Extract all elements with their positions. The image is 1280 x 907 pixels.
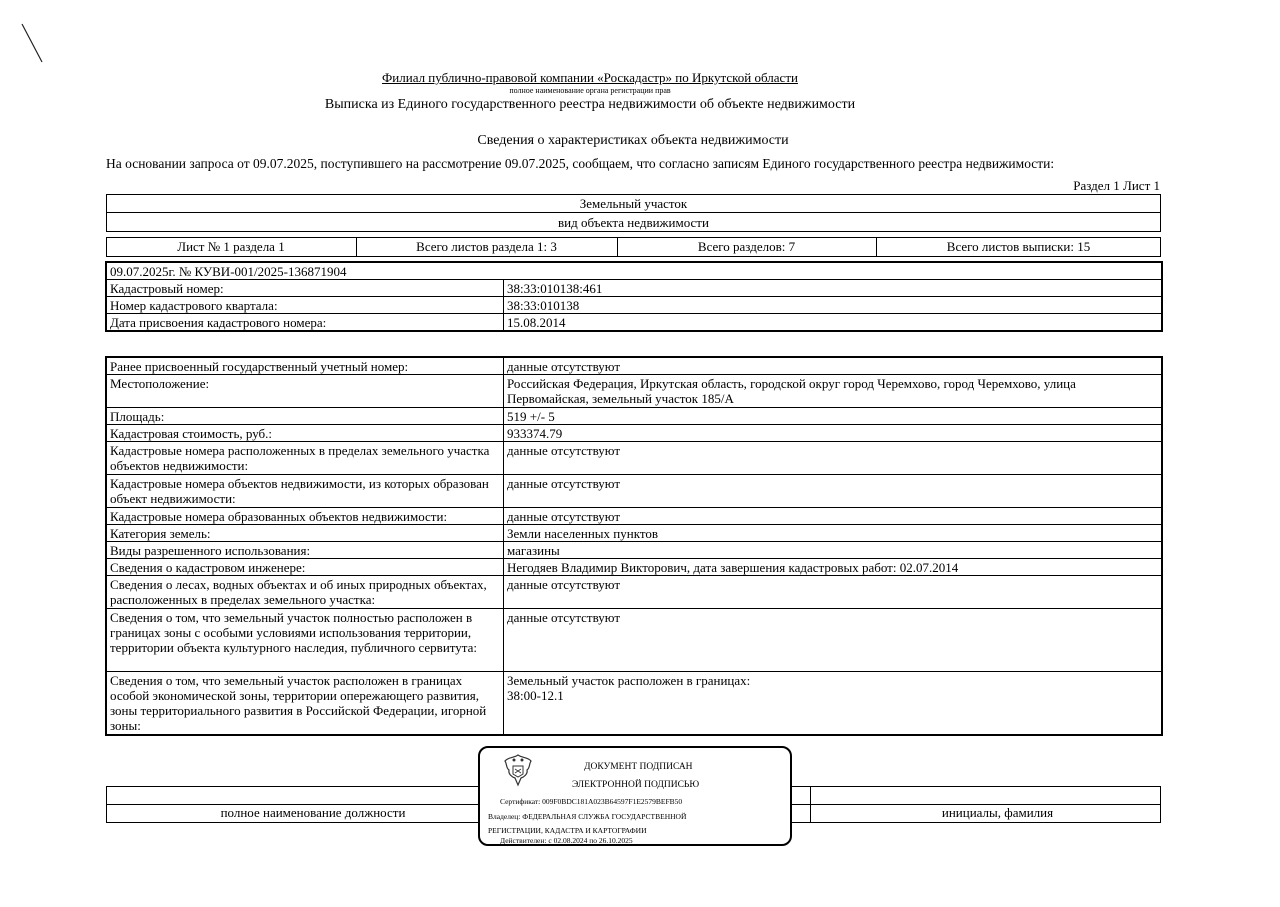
position-caption: полное наименование должности [220,805,406,820]
row-value: данные отсутствуют [504,609,1162,672]
table-row [107,280,1162,297]
table-row [107,576,1162,609]
cadastral-number: 38:33:010138:461 [504,280,1162,297]
organization-caption: полное наименование органа регистрации прав [509,86,671,95]
table-row [107,442,1162,475]
row-value: данные отсутствуют [504,508,1162,525]
stamp-validity: Действителен: с 02.08.2024 по 26.10.2025 [500,836,633,845]
table-row [107,375,1162,408]
engineer-value: Негодяев Владимир Викторович, дата завершения кадастровых работ: 02.07.2014 [504,559,1162,576]
row-value: данные отсутствуют [504,475,1162,508]
row-label: Сведения о лесах, водных объектах и об иных природных объектах, расположенных в пределах земельного участка: [107,576,504,609]
row-label: Виды разрешенного использования: [107,542,504,559]
row-label: Кадастровые номера образованных объектов недвижимости: [107,508,504,525]
table-row [107,475,1162,508]
table-row [107,508,1162,525]
row-label: Местоположение: [107,375,504,408]
table-row [107,525,1162,542]
row-value: данные отсутствуют [504,576,1162,609]
row-label: Кадастровая стоимость, руб.: [107,425,504,442]
stamp-line-1: ДОКУМЕНТ ПОДПИСАН [584,762,693,772]
name-caption: инициалы, фамилия [941,805,1054,820]
row-value: данные отсутствуют [504,442,1162,475]
row-label: Ранее присвоенный государственный учетный номер: [107,358,504,375]
coat-of-arms-icon [500,752,536,788]
area-value: 519 +/- 5 [504,408,1162,425]
cadastral-quarter: 38:33:010138 [504,297,1162,314]
document-title: Выписка из Единого государственного реестра недвижимости об объекте недвижимости [324,97,856,112]
row-label: Сведения о том, что земельный участок полностью расположен в границах зоны с особыми условиями использования территории, территории объекта культурного наследия, публичного сервитута: [107,609,504,672]
row-label: Кадастровые номера расположенных в пределах земельного участка объектов недвижимости: [107,442,504,475]
table-row [107,672,1162,735]
stamp-owner-line-1: Владелец: ФЕДЕРАЛЬНАЯ СЛУЖБА ГОСУДАРСТВЕННОЙ [488,812,687,821]
section-sheet-number: Раздел 1 Лист 1 [1073,178,1160,193]
row-label: Кадастровый номер: [107,280,504,297]
table-row [107,542,1162,559]
table-row [107,559,1162,576]
object-type: Земельный участок [579,196,688,211]
row-label: Дата присвоения кадастрового номера: [107,314,504,331]
stamp-line-2: ЭЛЕКТРОННОЙ ПОДПИСЬЮ [572,780,700,790]
table-row [107,314,1162,331]
total-sections: Всего разделов: 7 [697,239,796,254]
row-label: Площадь: [107,408,504,425]
permitted-use-value: магазины [504,542,1162,559]
assignment-date: 15.08.2014 [504,314,1162,331]
row-label: Сведения о том, что земельный участок расположен в границах особой экономической зоны, территории опережающего развития, зоны территориального развития в Российской Федерации, игорной зоны: [107,672,504,735]
row-label: Номер кадастрового квартала: [107,297,504,314]
request-intro: На основании запроса от 09.07.2025, поступившего на рассмотрение 09.07.2025, сообщаем, что согласно записям Единого государственного реестра недвижимости: [106,156,1055,171]
row-label: Категория земель: [107,525,504,542]
stamp-owner-line-2: РЕГИСТРАЦИИ, КАДАСТРА И КАРТОГРАФИИ [488,826,647,835]
location-value: Российская Федерация, Иркутская область, городской округ город Черемхово, город Черемхово, улица Первомайская, земельный участок 185/А [504,375,1162,408]
zone-value: Земельный участок расположен в границах: 38:00-12.1 [504,672,1162,735]
section-title: Сведения о характеристиках объекта недвижимости [477,133,789,148]
object-type-caption: вид объекта недвижимости [558,215,709,230]
sheet-number: Лист № 1 раздела 1 [177,239,285,254]
table-row [107,425,1162,442]
total-sheets: Всего листов выписки: 15 [946,239,1091,254]
row-value: данные отсутствуют [504,358,1162,375]
table-row [107,609,1162,672]
row-label: Кадастровые номера объектов недвижимости, из которых образован объект недвижимости: [107,475,504,508]
table-row [107,358,1162,375]
total-sheets-section: Всего листов раздела 1: 3 [416,239,557,254]
details-table [106,357,1162,735]
land-category-value: Земли населенных пунктов [504,525,1162,542]
row-label: Сведения о кадастровом инженере: [107,559,504,576]
electronic-signature-stamp [478,746,792,846]
cadastral-value: 933374.79 [504,425,1162,442]
organization-name: Филиал публично-правовой компании «Роскадастр» по Иркутской области [382,70,798,85]
identification-table [106,262,1162,331]
pen-stroke-mark [20,22,46,66]
stamp-certificate: Сертификат: 009F0BDC181A023B64597F1E2579BEFB50 [500,797,683,806]
table-row [107,297,1162,314]
table-row [107,408,1162,425]
extract-reference: 09.07.2025г. № КУВИ-001/2025-136871904 [107,263,1162,280]
